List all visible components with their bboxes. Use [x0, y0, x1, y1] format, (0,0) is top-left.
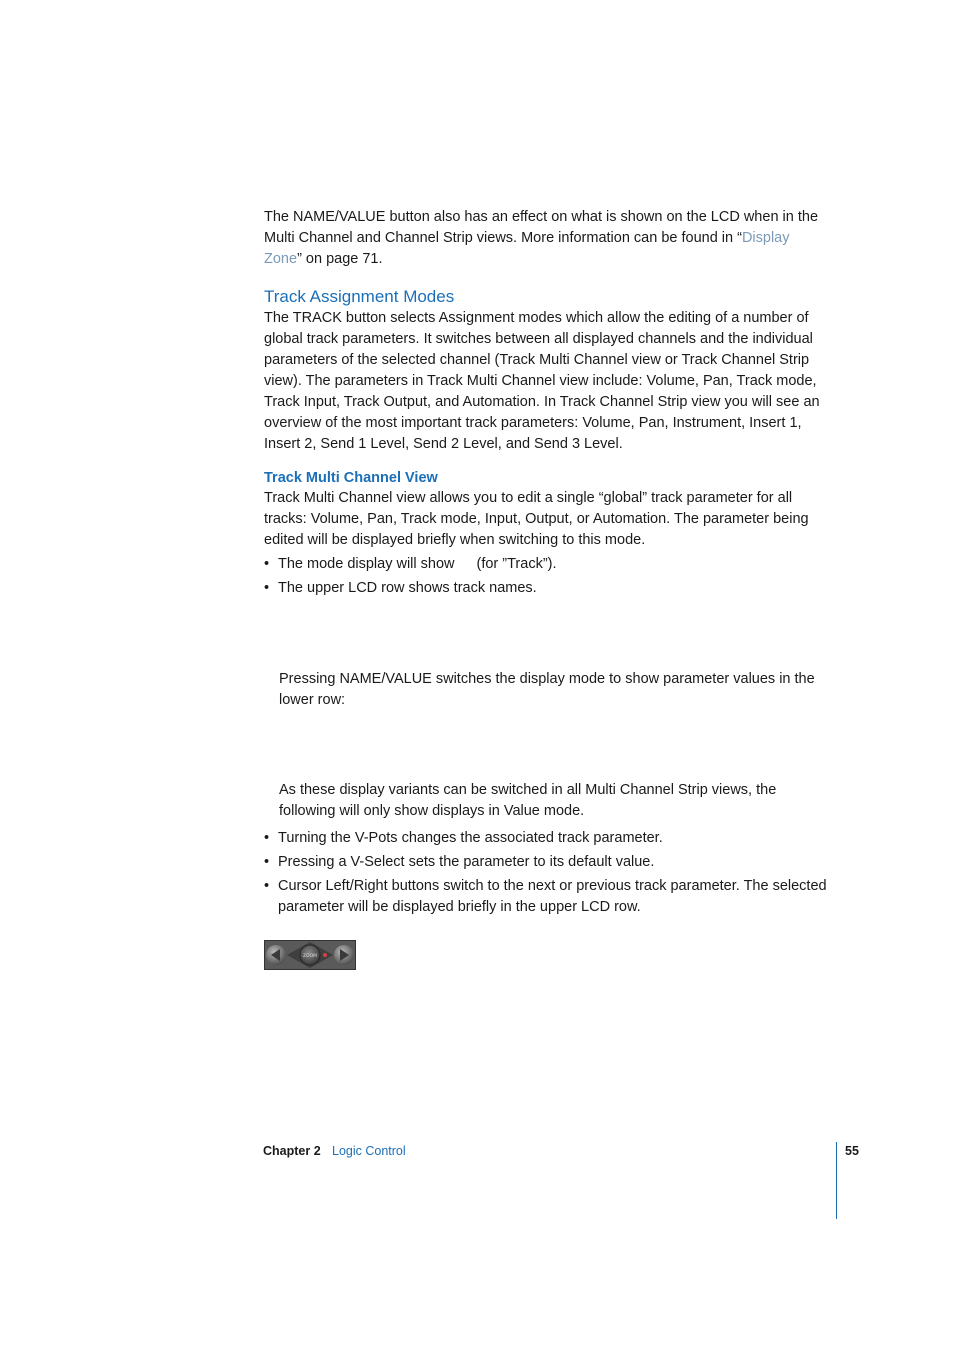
footer-chapter-title[interactable]: Logic Control: [332, 1144, 406, 1158]
cursor-buttons-icon: [265, 941, 355, 969]
section-heading: Track Assignment Modes: [264, 287, 455, 306]
list-item: • The mode display will show (for ”Track”).: [264, 554, 830, 575]
subsection-paragraph: Track Multi Channel view allows you to edit a single “global” track parameter for all tracks: Volume, Pan, Track mode, Input, Output, or Automation. The parameter being edited will be displayed briefly when switching to this mode.: [264, 490, 809, 548]
intro-paragraph: The NAME/VALUE button also has an effect on what is shown on the LCD when in the Multi Channel and Channel Strip views. More information can be found in “Display Zone” on page 71.: [264, 209, 819, 267]
section-paragraph: The TRACK button selects Assignment modes which allow the editing of a number of global track parameters. It switches between all displayed channels and the individual parameters of the selected channel (Track Multi Channel view or Track Channel Strip view). The parameters in Track Multi Channel view include: Volume, Pan, Track mode, Track Input, Track Output, and Automation. In Track Channel Strip view you will see an overview of the most important track parameters: Volume, Pan, Instrument, Insert 1, Insert 2, Send 1 Level, Send 2 Level, and Send 3 Level.: [264, 310, 820, 452]
list-item: • The upper LCD row shows track names.: [264, 578, 830, 599]
bullet-list-top: [264, 554, 830, 602]
footer-chapter: Chapter 2: [263, 1144, 321, 1158]
subsection-heading: Track Multi Channel View: [264, 470, 438, 486]
display-zone-link[interactable]: Display Zone: [264, 230, 790, 267]
list-item: • Pressing a V-Select sets the parameter to its default value.: [264, 852, 830, 873]
zoom-button-label: ZOOM: [302, 954, 318, 959]
list-item: • Turning the V-Pots changes the associated track parameter.: [264, 828, 830, 849]
footer-divider: [836, 1142, 837, 1219]
cursor-zoom-buttons-image: [264, 940, 356, 970]
list-item: • Cursor Left/Right buttons switch to the next or previous track parameter. The selected parameter will be displayed briefly in the upper LCD row.: [264, 876, 830, 918]
note-display-variants: As these display variants can be switched in all Multi Channel Strip views, the following will only show displays in Value mode.: [279, 782, 777, 819]
page-number: 55: [845, 1144, 859, 1158]
bullet-list-bottom: [264, 828, 830, 921]
note-name-value: Pressing NAME/VALUE switches the display mode to show parameter values in the lower row:: [279, 671, 815, 708]
